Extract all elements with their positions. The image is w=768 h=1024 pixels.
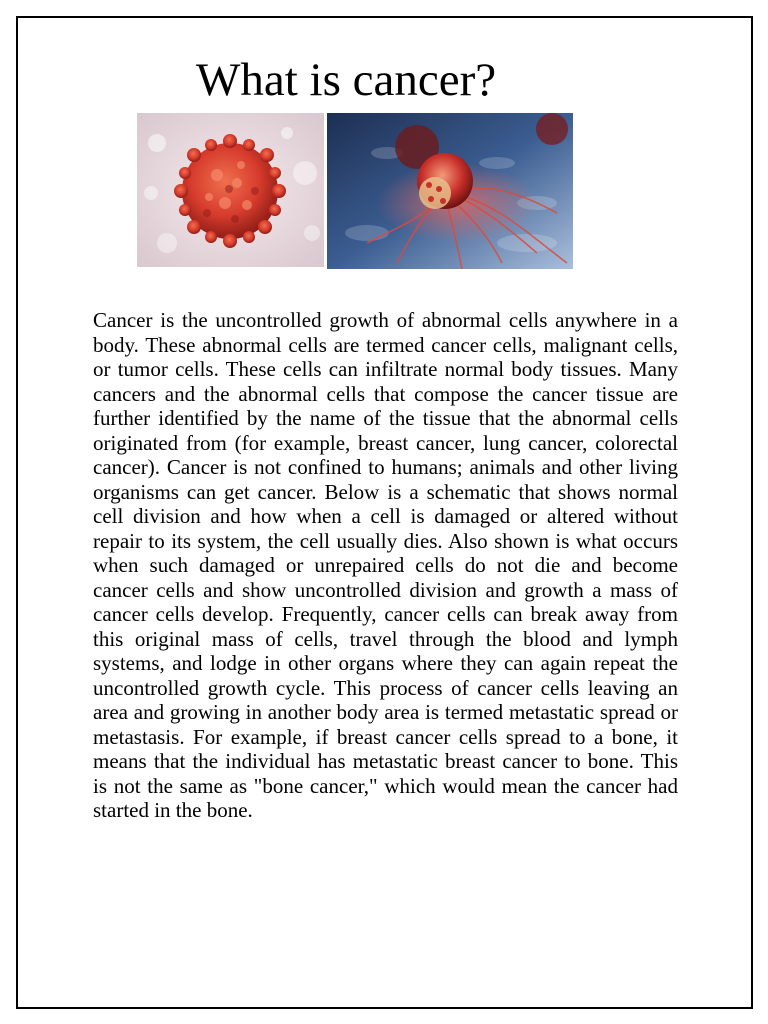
cancer-cell-illustration-image (137, 113, 324, 267)
image-row (137, 113, 573, 269)
cancer-cell-3d-render-image (327, 113, 573, 269)
page-frame (16, 16, 753, 1009)
body-paragraph: Cancer is the uncontrolled growth of abnormal cells anywhere in a body. These abnormal cells are termed cancer cells, malignant cells, or tumor cells. These cells can infiltrate normal body tissues. Many cancers and the abnormal cells that compose the cancer tissue are further identified by the name of the tissue that the abnormal cells originated from (for example, breast cancer, lung cancer, colorectal cancer). Cancer is not confined to humans; animals and other living organisms can get cancer. Below is a schematic that shows normal cell division and how when a cell is damaged or altered without repair to its system, the cell usually dies. Also shown is what occurs when such damaged or unrepaired cells do not die and become cancer cells and show uncontrolled division and growth a mass of cancer cells develop. Frequently, cancer cells can break away from this original mass of cells, travel through the blood and lymph systems, and lodge in other organs where they can again repeat the uncontrolled growth cycle. This process of cancer cells leaving an area and growing in another body area is termed metastatic spread or metastasis. For example, if breast cancer cells spread to a bone, it means that the individual has metastatic breast cancer to bone. This is not the same as "bone cancer," which would mean the cancer had started in the bone. (93, 308, 678, 822)
page-title: What is cancer? (196, 54, 497, 106)
cancer-cell-illustration-icon (137, 113, 324, 267)
cancer-cell-3d-render-icon (327, 113, 573, 269)
